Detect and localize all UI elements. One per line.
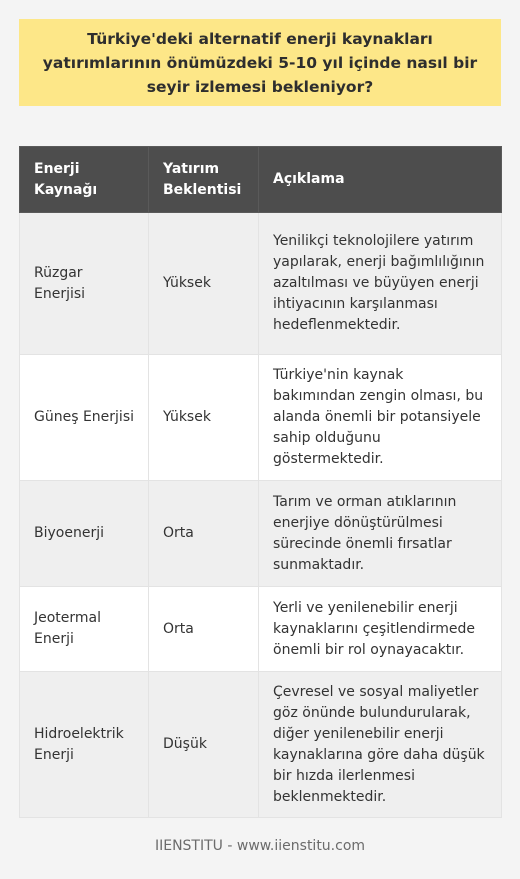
description-cell: Yenilikçi teknolojilere yatırım yapılarak, enerji bağımlılığının azaltılması ve büyüyen enerji ihtiyacının karşılanması hedeflenmektedir. bbox=[259, 213, 502, 355]
investment-expectation-cell: Yüksek bbox=[149, 213, 259, 355]
investment-expectation-cell: Yüksek bbox=[149, 355, 259, 481]
table-row bbox=[20, 481, 502, 587]
question-text: Türkiye'deki alternatif enerji kaynakları yatırımlarının önümüzdeki 5-10 yıl içinde nasıl bir seyir izlemesi bekleniyor? bbox=[42, 29, 478, 96]
energy-investment-table bbox=[19, 146, 502, 818]
energy-source-cell: Hidroelektrik Enerji bbox=[20, 672, 149, 818]
header-investment-expectation: Yatırım Beklentisi bbox=[149, 147, 259, 213]
investment-expectation-cell: Düşük bbox=[149, 672, 259, 818]
description-cell: Türkiye'nin kaynak bakımından zengin olması, bu alanda önemli bir potansiyele sahip olduğunu göstermektedir. bbox=[259, 355, 502, 481]
table-row bbox=[20, 587, 502, 672]
table-row bbox=[20, 672, 502, 818]
investment-expectation-cell: Orta bbox=[149, 587, 259, 672]
header-energy-source: Enerji Kaynağı bbox=[20, 147, 149, 213]
energy-source-cell: Rüzgar Enerjisi bbox=[20, 213, 149, 355]
table-header-row bbox=[20, 147, 502, 213]
energy-source-cell: Jeotermal Enerji bbox=[20, 587, 149, 672]
header-description: Açıklama bbox=[259, 147, 502, 213]
table-row bbox=[20, 355, 502, 481]
description-cell: Tarım ve orman atıklarının enerjiye dönüştürülmesi sürecinde önemli fırsatlar sunmaktadır. bbox=[259, 481, 502, 587]
description-cell: Yerli ve yenilenebilir enerji kaynaklarını çeşitlendirmede önemli bir rol oynayacaktır. bbox=[259, 587, 502, 672]
question-banner bbox=[19, 19, 501, 106]
table-row bbox=[20, 213, 502, 355]
energy-source-cell: Biyoenerji bbox=[20, 481, 149, 587]
footer-credit: IIENSTITU - www.iienstitu.com bbox=[154, 838, 366, 854]
energy-source-cell: Güneş Enerjisi bbox=[20, 355, 149, 481]
description-cell: Çevresel ve sosyal maliyetler göz önünde bulundurularak, diğer yenilenebilir enerji kaynaklarına göre daha düşük bir hızda ilerlenmesi beklenmektedir. bbox=[259, 672, 502, 818]
investment-expectation-cell: Orta bbox=[149, 481, 259, 587]
